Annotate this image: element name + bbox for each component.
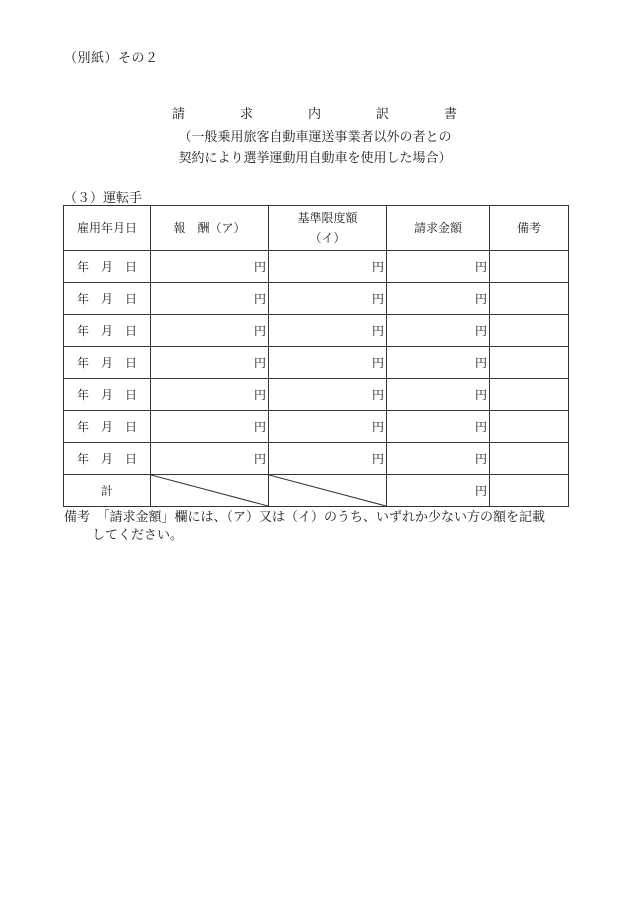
date-cell[interactable]: 年 月 日 xyxy=(64,379,151,411)
table-row xyxy=(64,283,569,315)
limit-cell[interactable]: 円 xyxy=(269,315,387,347)
claim-cell[interactable]: 円 xyxy=(387,283,490,315)
subtitle-line-2: 契約により選挙運動用自動車を使用した場合） xyxy=(178,151,452,166)
limit-cell[interactable]: 円 xyxy=(269,379,387,411)
header-pay: 報 酬（ア） xyxy=(151,206,269,251)
title-char: 内 xyxy=(307,107,321,122)
table-row xyxy=(64,411,569,443)
remarks-cell[interactable] xyxy=(490,347,569,379)
annex-label: （別紙）その２ xyxy=(64,51,159,66)
table-row xyxy=(64,315,569,347)
remarks-cell[interactable] xyxy=(490,443,569,475)
limit-cell[interactable]: 円 xyxy=(269,251,387,283)
total-label: 計 xyxy=(64,475,151,507)
limit-cell[interactable]: 円 xyxy=(269,283,387,315)
pay-cell[interactable]: 円 xyxy=(151,411,269,443)
header-limit xyxy=(269,206,387,251)
note-line-1: 備考 「請求金額」欄には、（ア）又は（イ）のうち、いずれか少ない方の額を記載 xyxy=(64,510,546,525)
limit-cell[interactable]: 円 xyxy=(269,443,387,475)
table-header-row xyxy=(64,206,569,251)
claim-table xyxy=(63,205,569,507)
claim-cell[interactable]: 円 xyxy=(387,315,490,347)
table-row xyxy=(64,251,569,283)
header-remarks: 備考 xyxy=(490,206,569,251)
date-cell[interactable]: 年 月 日 xyxy=(64,347,151,379)
limit-cell[interactable]: 円 xyxy=(269,347,387,379)
claim-cell[interactable]: 円 xyxy=(387,379,490,411)
claim-cell[interactable]: 円 xyxy=(387,347,490,379)
table-row xyxy=(64,443,569,475)
title-char: 訳 xyxy=(375,107,389,122)
title-char: 求 xyxy=(239,107,253,122)
date-cell[interactable]: 年 月 日 xyxy=(64,411,151,443)
remarks-cell[interactable] xyxy=(490,379,569,411)
document-title xyxy=(172,103,457,122)
pay-cell[interactable]: 円 xyxy=(151,315,269,347)
remarks-cell[interactable] xyxy=(490,411,569,443)
pay-cell[interactable]: 円 xyxy=(151,251,269,283)
title-char: 請 xyxy=(172,107,186,122)
remarks-cell[interactable] xyxy=(490,251,569,283)
total-limit-cell-slashed xyxy=(269,475,387,507)
note-line-2: してください。 xyxy=(92,528,184,543)
total-claim[interactable]: 円 xyxy=(387,475,490,507)
total-pay-cell-slashed xyxy=(151,475,269,507)
pay-cell[interactable]: 円 xyxy=(151,379,269,411)
total-row xyxy=(64,475,569,507)
remarks-cell[interactable] xyxy=(490,315,569,347)
limit-cell[interactable]: 円 xyxy=(269,411,387,443)
claim-cell[interactable]: 円 xyxy=(387,411,490,443)
subtitle-line-1: （一般乗用旅客自動車運送事業者以外の者との xyxy=(178,130,452,145)
date-cell[interactable]: 年 月 日 xyxy=(64,251,151,283)
pay-cell[interactable]: 円 xyxy=(151,443,269,475)
date-cell[interactable]: 年 月 日 xyxy=(64,283,151,315)
total-remarks[interactable] xyxy=(490,475,569,507)
section-label: （３）運転手 xyxy=(64,191,143,206)
header-limit-line1: 基準限度額 xyxy=(297,211,358,225)
claim-cell[interactable]: 円 xyxy=(387,251,490,283)
remarks-note xyxy=(64,509,564,545)
title-char: 書 xyxy=(443,107,457,122)
date-cell[interactable]: 年 月 日 xyxy=(64,315,151,347)
pay-cell[interactable]: 円 xyxy=(151,283,269,315)
pay-cell[interactable]: 円 xyxy=(151,347,269,379)
header-claim: 請求金額 xyxy=(387,206,490,251)
date-cell[interactable]: 年 月 日 xyxy=(64,443,151,475)
remarks-cell[interactable] xyxy=(490,283,569,315)
header-date: 雇用年月日 xyxy=(64,206,151,251)
header-limit-line2: （イ） xyxy=(309,231,346,245)
table-row xyxy=(64,379,569,411)
claim-cell[interactable]: 円 xyxy=(387,443,490,475)
table-row xyxy=(64,347,569,379)
